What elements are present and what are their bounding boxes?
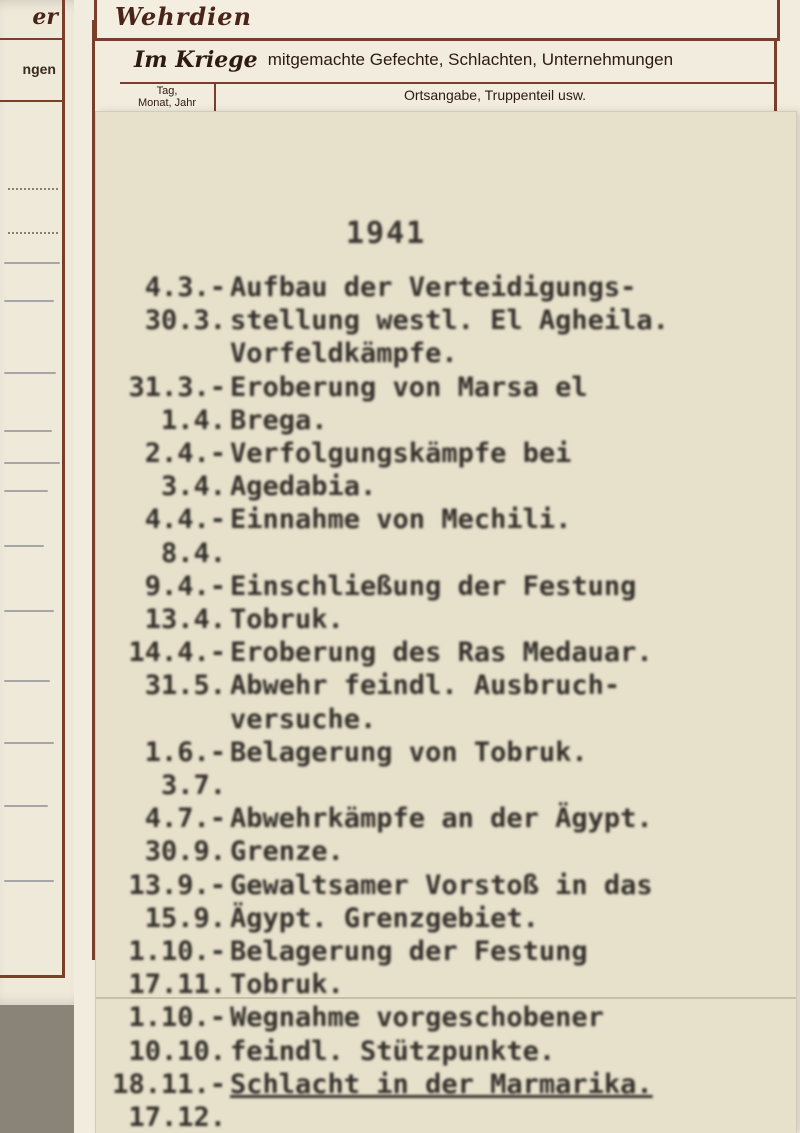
handwriting-mark xyxy=(4,430,52,432)
right-page-border xyxy=(92,20,95,960)
typed-line xyxy=(96,471,796,505)
typed-line-date: 1.4. xyxy=(160,404,226,436)
typed-line-text: Gewaltsamer Vorstoß in das xyxy=(230,869,653,901)
typed-line-date: 17.11. xyxy=(128,969,226,1001)
left-header-fragment: er xyxy=(0,0,62,40)
typed-line xyxy=(96,1069,796,1103)
typed-line-date: 15.9. xyxy=(144,902,226,934)
typed-line xyxy=(96,438,796,472)
typed-line xyxy=(96,870,796,904)
typed-line-date: 13.4. xyxy=(144,604,226,635)
section-heading-lead: Im Kriege xyxy=(134,47,258,73)
typed-line-date: 30.9. xyxy=(144,836,226,868)
typed-line-text: Einschließung der Festung xyxy=(230,570,637,602)
typed-line-date: 31.3.- xyxy=(128,371,226,403)
left-page-frame xyxy=(0,0,65,978)
document-title-bar xyxy=(94,0,780,41)
typed-line-text: Ägypt. Grenzgebiet. xyxy=(230,902,539,934)
typed-line-text: Einnahme von Mechili. xyxy=(230,504,572,536)
handwriting-mark xyxy=(4,610,54,612)
typed-line xyxy=(96,670,796,704)
typed-line xyxy=(96,836,796,870)
typed-line xyxy=(96,604,796,638)
typed-line xyxy=(96,372,796,406)
handwriting-mark xyxy=(4,372,56,374)
typed-line-text: Agedabia. xyxy=(230,471,377,503)
typed-line xyxy=(96,272,796,306)
typed-line-text: Belagerung von Tobruk. xyxy=(230,736,588,768)
typed-line-text: Aufbau der Verteidigungs- xyxy=(230,272,637,303)
typed-line-date: 30.3. xyxy=(144,305,226,337)
typed-line-date: 31.5. xyxy=(144,670,226,702)
typed-line-text: feindl. Stützpunkte. xyxy=(230,1035,556,1067)
typed-line xyxy=(96,305,796,339)
typed-line-text: Abwehr feindl. Ausbruch- xyxy=(230,670,621,702)
typed-line-text: stellung westl. El Agheila. xyxy=(230,305,669,337)
typed-line-text: Wegnahme vorgeschobener xyxy=(230,1002,604,1034)
typed-line-date: 17.12. xyxy=(128,1102,226,1133)
typed-line xyxy=(96,704,796,738)
typed-line-date: 1.10.- xyxy=(128,1002,226,1034)
section-heading-text: mitgemachte Gefechte, Schlachten, Unternehmungen xyxy=(267,50,674,69)
document-title-fragment: Wehrdien xyxy=(115,2,252,31)
handwriting-mark xyxy=(4,680,50,682)
handwriting-mark xyxy=(4,742,54,744)
typed-line-date: 3.7. xyxy=(160,770,226,801)
typed-line-text: Tobruk. xyxy=(230,969,344,1001)
typed-line xyxy=(96,737,796,771)
column-header-place: Ortsangabe, Truppenteil usw. xyxy=(403,87,587,103)
typed-line xyxy=(96,1036,796,1070)
handwriting-mark xyxy=(4,462,60,464)
typed-line-text: versuche. xyxy=(230,703,377,735)
typed-line xyxy=(96,405,796,439)
typed-line xyxy=(96,803,796,837)
column-header-row xyxy=(120,82,777,114)
typed-line xyxy=(96,338,796,372)
typed-year: 1941 xyxy=(346,216,427,251)
typed-line xyxy=(96,504,796,538)
typed-line xyxy=(96,936,796,970)
typed-line xyxy=(96,770,796,804)
typed-line xyxy=(96,1002,796,1036)
typed-line-text: Verfolgungskämpfe bei xyxy=(230,438,572,469)
typed-line-date: 1.10.- xyxy=(128,936,226,967)
typed-line xyxy=(96,571,796,605)
typed-line xyxy=(96,969,796,1003)
typed-line-date: 2.4.- xyxy=(144,438,226,469)
typed-line-text: Abwehrkämpfe an der Ägypt. xyxy=(230,803,653,835)
typed-line-text: Brega. xyxy=(230,404,328,436)
typed-line-date: 10.10. xyxy=(128,1035,226,1067)
typed-line-text: Vorfeldkämpfe. xyxy=(230,338,458,370)
typed-line xyxy=(96,538,796,572)
typed-line-date: 3.4. xyxy=(160,471,226,503)
typed-line xyxy=(96,637,796,671)
column-header-date-line1: Tag, xyxy=(156,85,178,97)
typed-line-date: 9.4.- xyxy=(144,570,226,602)
typed-line-date: 4.7.- xyxy=(144,803,226,835)
typed-line-date: 14.4.- xyxy=(128,637,226,669)
handwriting-mark xyxy=(4,805,48,807)
typed-line-text: Eroberung von Marsa el xyxy=(230,371,588,403)
left-column-fragment: ngen xyxy=(0,40,62,102)
typed-line-text: Schlacht in der Marmarika. xyxy=(230,1068,653,1100)
column-header-date xyxy=(120,82,216,112)
section-heading xyxy=(120,38,777,84)
typed-line-date: 13.9.- xyxy=(128,869,226,901)
handwriting-mark xyxy=(4,490,48,492)
handwriting-mark xyxy=(4,880,54,882)
typed-sheet xyxy=(96,112,796,1133)
typed-line-date: 18.11.- xyxy=(112,1068,226,1100)
typed-line-date: 1.6.- xyxy=(144,736,226,768)
dotted-line xyxy=(8,232,58,234)
typed-line-text: Grenze. xyxy=(230,836,344,868)
handwriting-mark xyxy=(4,545,44,547)
typed-line-text: Eroberung des Ras Medauar. xyxy=(230,637,653,669)
typed-line-date: 4.4.- xyxy=(144,504,226,536)
typed-line-date: 8.4. xyxy=(160,537,226,569)
typed-line-text: Tobruk. xyxy=(230,604,344,635)
typed-line xyxy=(96,903,796,937)
handwriting-mark xyxy=(4,262,60,264)
dotted-line xyxy=(8,188,58,190)
handwriting-mark xyxy=(4,300,54,302)
typed-line-text: Belagerung der Festung xyxy=(230,936,588,967)
typed-line-date: 4.3.- xyxy=(144,272,226,303)
typed-line xyxy=(96,1102,796,1133)
column-header-date-line2: Monat, Jahr xyxy=(137,97,197,109)
